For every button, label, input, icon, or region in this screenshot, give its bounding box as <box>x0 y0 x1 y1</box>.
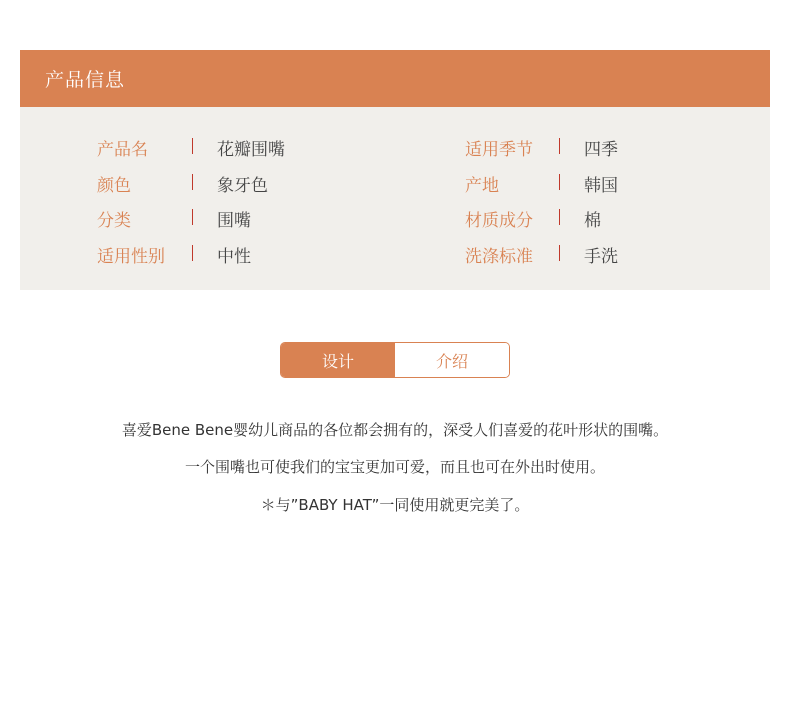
product-info-header <box>20 50 770 107</box>
info-label: 材质成分 <box>465 211 533 231</box>
info-label: 适用性别 <box>97 246 165 267</box>
info-separator <box>192 174 193 190</box>
info-value: 象牙色 <box>217 175 268 196</box>
info-label: 产品名 <box>97 140 148 160</box>
info-value: 棉 <box>584 211 601 231</box>
info-label: 颜色 <box>97 175 131 196</box>
info-label: 产地 <box>465 175 499 196</box>
info-separator <box>559 245 560 261</box>
description-line-1: 喜爱Bene Bene婴幼儿商品的各位都会拥有的，深受人们喜爱的花叶形状的围嘴。 <box>121 421 669 439</box>
info-separator <box>559 174 560 190</box>
description-line-2: 一个围嘴也可使我们的宝宝更加可爱，而且也可在外出时使用。 <box>184 458 605 476</box>
info-separator <box>192 209 193 225</box>
info-value: 围嘴 <box>217 211 251 231</box>
info-value: 手洗 <box>584 246 618 267</box>
info-separator <box>559 209 560 225</box>
info-separator <box>192 138 193 154</box>
info-row-material <box>465 204 765 240</box>
info-column-left <box>97 133 397 275</box>
info-value: 花瓣围嘴 <box>217 140 285 160</box>
info-value: 韩国 <box>584 175 618 196</box>
product-info-panel <box>20 107 770 290</box>
info-separator <box>192 245 193 261</box>
info-row-product-name <box>97 133 397 169</box>
info-row-gender <box>97 240 397 276</box>
info-row-color <box>97 169 397 205</box>
tab-design[interactable]: 设计 <box>281 343 395 377</box>
info-column-right <box>465 133 765 275</box>
info-label: 洗涤标准 <box>465 246 533 267</box>
tab-intro[interactable]: 介绍 <box>395 343 509 377</box>
info-row-season <box>465 133 765 169</box>
info-value: 四季 <box>584 140 618 160</box>
product-info-title: 产品信息 <box>45 69 126 91</box>
info-row-origin <box>465 169 765 205</box>
info-separator <box>559 138 560 154</box>
info-value: 中性 <box>217 246 251 267</box>
description-line-3: ＊与”BABY HAT”一同使用就更完美了。 <box>260 496 530 514</box>
info-row-category <box>97 204 397 240</box>
info-row-washing <box>465 240 765 276</box>
design-intro-tabs <box>280 342 510 378</box>
info-label: 适用季节 <box>465 140 533 160</box>
info-label: 分类 <box>97 211 131 231</box>
